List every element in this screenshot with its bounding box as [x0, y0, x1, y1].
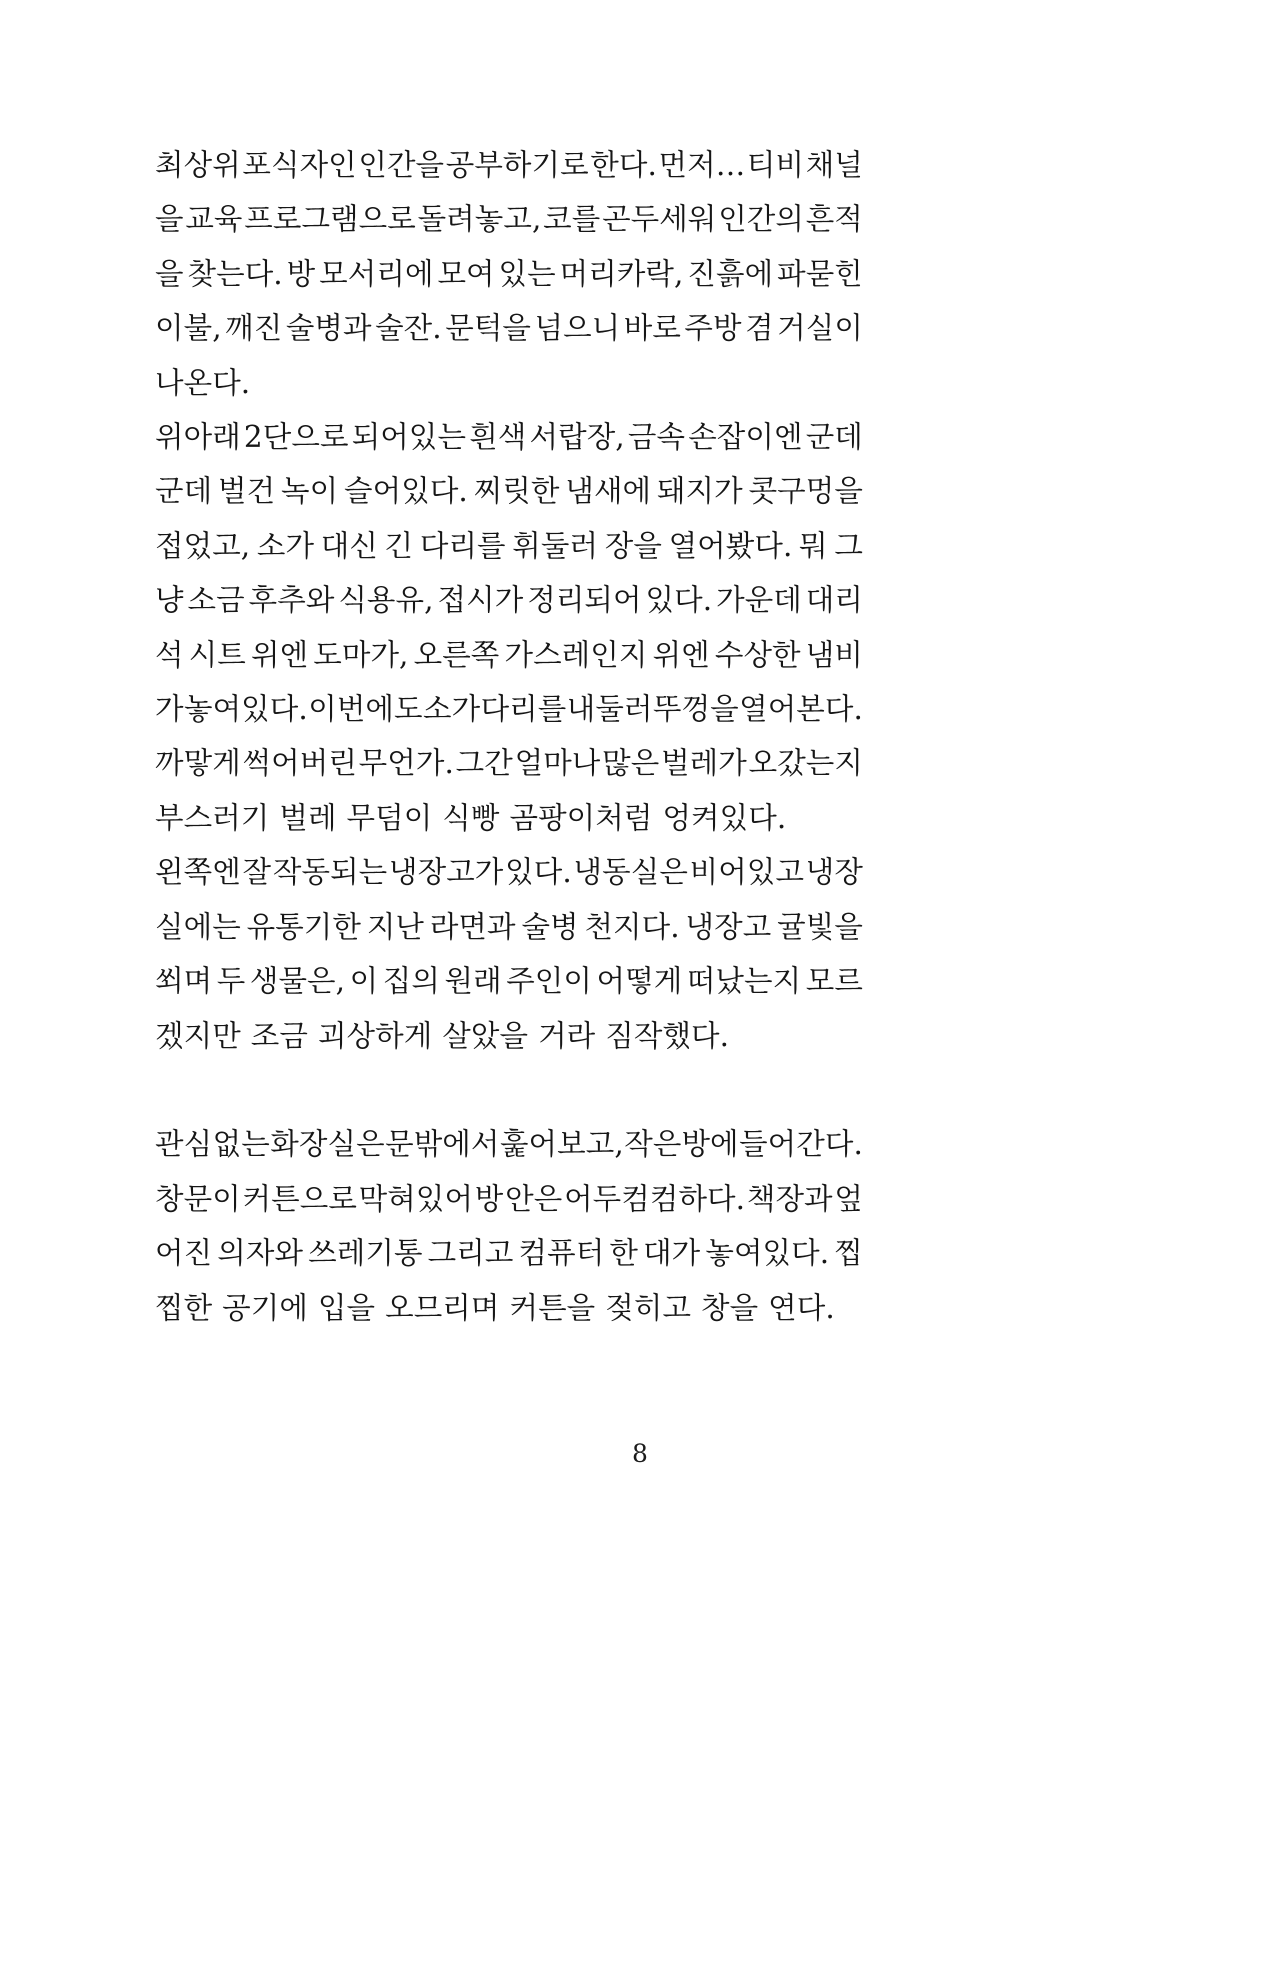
- text-line: 최상위 포식자인 인간을 공부하기로 한다. 먼저… 티비 채널: [155, 148, 863, 182]
- text-line: 을 교육 프로그램으로 돌려놓고, 코를 곤두세워 인간의 흔적: [155, 202, 863, 237]
- text-line: 부스러기 벌레 무덤이 식빵 곰팡이처럼 엉켜있다.: [155, 800, 787, 835]
- paragraph-1: [155, 138, 863, 410]
- text-line: 관심 없는 화장실은 문밖에서 훑어보고, 작은방에 들어간다.: [155, 1127, 863, 1162]
- text-line: 이불, 깨진 술병과 술잔. 문턱을 넘으니 바로 주방 겸 거실이: [155, 311, 863, 346]
- text-line: 을 찾는다. 방 모서리에 모여 있는 머리카락, 진흙에 파묻힌: [155, 256, 863, 291]
- text-line: 접었고, 소가 대신 긴 다리를 휘둘러 장을 열어봤다. 뭐 그: [155, 528, 863, 563]
- body-text-column: [155, 138, 863, 1335]
- text-line: 군데 벌건 녹이 슬어있다. 찌릿한 냄새에 돼지가 콧구멍을: [155, 474, 863, 509]
- text-line: 왼쪽엔 잘 작동되는 냉장고가 있다. 냉동실은 비어있고 냉장: [155, 855, 863, 890]
- text-line: 석 시트 위엔 도마가, 오른쪽 가스레인지 위엔 수상한 냄비: [155, 637, 863, 672]
- text-line: 찝한 공기에 입을 오므리며 커튼을 젖히고 창을 연다.: [155, 1290, 835, 1325]
- paragraph-4: [155, 1117, 863, 1335]
- text-line: 겠지만 조금 괴상하게 살았을 거라 짐작했다.: [155, 1018, 730, 1053]
- text-line: 냥 소금 후추와 식용유, 접시가 정리되어 있다. 가운데 대리: [155, 583, 863, 618]
- text-line: 창문이 커튼으로 막혀있어 방 안은 어두컴컴하다. 책장과 엎: [155, 1181, 863, 1216]
- text-line: 위아래 2단으로 되어있는 흰색 서랍장, 금속 손잡이엔 군데: [155, 420, 863, 455]
- text-line: 실에는 유통기한 지난 라면과 술병 천지다. 냉장고 귤빛을: [155, 909, 863, 944]
- text-line: 나온다.: [155, 365, 251, 400]
- page-number: 8: [632, 1439, 648, 1468]
- text-line: 까맣게 썩어버린 무언가. 그간 얼마나 많은 벌레가 오갔는지: [155, 746, 863, 781]
- text-line: 어진 의자와 쓰레기통 그리고 컴퓨터 한 대가 놓여있다. 찝: [155, 1236, 863, 1271]
- text-line: 쐬며 두 생물은, 이 집의 원래 주인이 어떻게 떠났는지 모르: [155, 964, 863, 999]
- text-line: 가 놓여있다. 이번에도 소가 다리를 내둘러 뚜껑을 열어본다.: [155, 692, 863, 727]
- paragraph-2: [155, 410, 863, 845]
- paragraph-3: [155, 845, 863, 1063]
